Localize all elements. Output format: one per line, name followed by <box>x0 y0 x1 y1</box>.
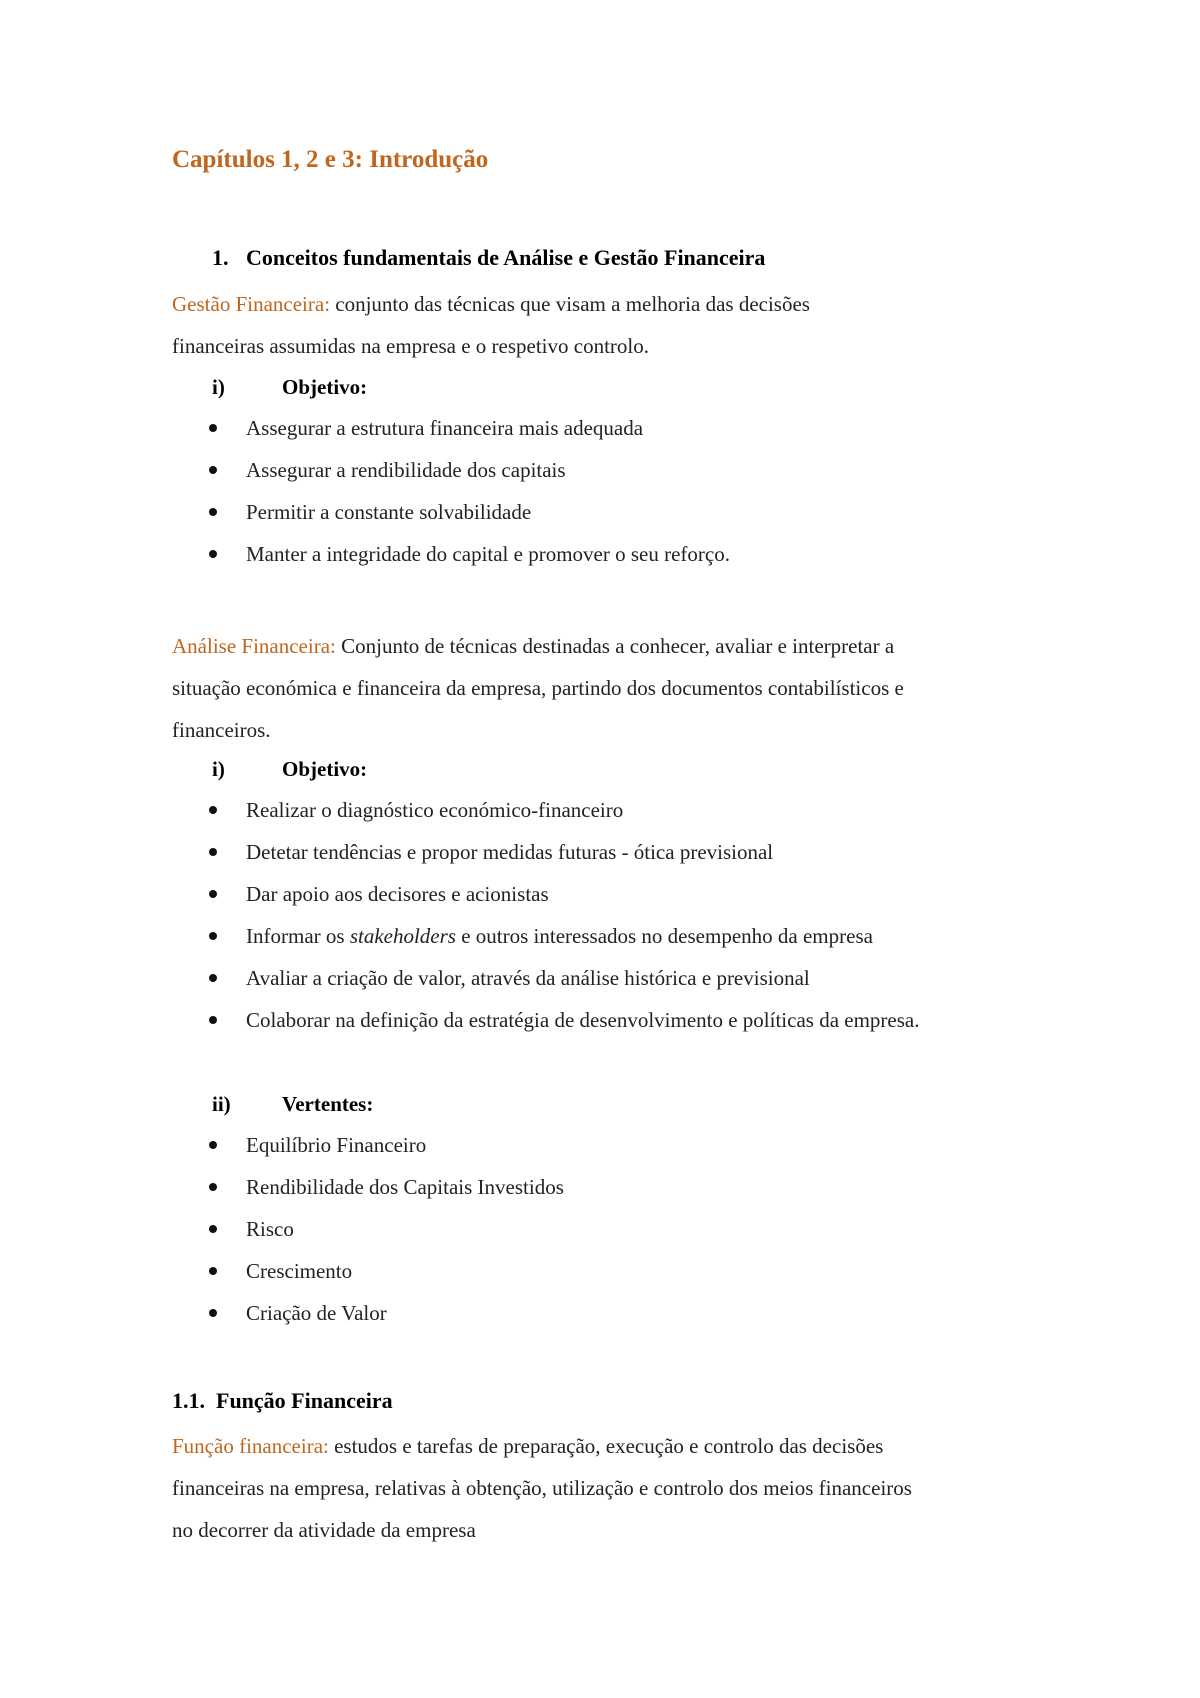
funcao-text-1: estudos e tarefas de preparação, execução e controlo das decisões <box>328 1434 884 1458</box>
analise-objective-label: Objetivo: <box>282 757 368 781</box>
analise-bullet-1: Realizar o diagnóstico económico-financeiro <box>246 798 623 823</box>
gestao-text-1: conjunto das técnicas que visam a melhoria das decisões <box>330 292 810 316</box>
bullet-icon <box>209 1141 217 1149</box>
gestao-bullet-3: Permitir a constante solvabilidade <box>246 500 531 525</box>
analise-paragraph-line-1 <box>172 625 894 667</box>
bullet-icon <box>209 1267 217 1275</box>
analise-paragraph-line-2: situação económica e financeira da empresa, partindo dos documentos contabilísticos e <box>172 676 904 700</box>
gestao-objective-label: Objetivo: <box>282 375 368 399</box>
vertentes-bullet-1: Equilíbrio Financeiro <box>246 1133 426 1158</box>
vertentes-bullet-4: Crescimento <box>246 1259 352 1284</box>
vertentes-marker: ii) <box>212 1092 231 1116</box>
gestao-paragraph-line-2: financeiras assumidas na empresa e o respetivo controlo. <box>172 334 650 358</box>
analise-bullet-5: Avaliar a criação de valor, através da análise histórica e previsional <box>246 966 810 991</box>
stakeholders-emphasis: stakeholders <box>349 924 456 948</box>
bullet-icon <box>209 1016 217 1024</box>
bullet-icon <box>209 890 217 898</box>
section-1-number: 1. <box>212 245 229 270</box>
bullet-icon <box>209 848 217 856</box>
bullet-icon <box>209 508 217 516</box>
gestao-paragraph-line-1 <box>172 283 810 325</box>
section-1-1-heading: Função Financeira <box>216 1388 393 1413</box>
analise-bullet-4: Informar os stakeholders e outros interessados no desempenho da empresa <box>246 924 873 949</box>
bullet-icon <box>209 806 217 814</box>
bullet-icon <box>209 550 217 558</box>
funcao-term: Função financeira: <box>172 1434 329 1458</box>
gestao-bullet-4: Manter a integridade do capital e promover o seu reforço. <box>246 542 730 567</box>
bullet-icon <box>209 1183 217 1191</box>
funcao-paragraph-line-2: financeiras na empresa, relativas à obtenção, utilização e controlo dos meios financeiros <box>172 1476 912 1500</box>
funcao-paragraph-line-1 <box>172 1425 883 1467</box>
analise-term: Análise Financeira: <box>172 634 336 658</box>
analise-bullet-2: Detetar tendências e propor medidas futuras - ótica previsional <box>246 840 773 865</box>
bullet-icon <box>209 1309 217 1317</box>
vertentes-bullet-2: Rendibilidade dos Capitais Investidos <box>246 1175 564 1200</box>
analise-objective-marker: i) <box>212 757 225 781</box>
vertentes-bullet-3: Risco <box>246 1217 294 1242</box>
gestao-objective-marker: i) <box>212 375 225 399</box>
funcao-paragraph-line-3: no decorrer da atividade da empresa <box>172 1518 476 1542</box>
analise-bullet-3: Dar apoio aos decisores e acionistas <box>246 882 549 907</box>
vertentes-bullet-5: Criação de Valor <box>246 1301 387 1326</box>
bullet-icon <box>209 932 217 940</box>
gestao-bullet-2: Assegurar a rendibilidade dos capitais <box>246 458 566 483</box>
vertentes-label: Vertentes: <box>282 1092 374 1116</box>
section-1-1-number: 1.1. <box>172 1388 205 1413</box>
analise-bullet-6: Colaborar na definição da estratégia de desenvolvimento e políticas da empresa. <box>246 1008 920 1033</box>
section-1-heading: Conceitos fundamentais de Análise e Gestão Financeira <box>246 245 766 270</box>
bullet-icon <box>209 974 217 982</box>
bullet-icon <box>209 1225 217 1233</box>
gestao-term: Gestão Financeira: <box>172 292 331 316</box>
analise-text-1: Conjunto de técnicas destinadas a conhecer, avaliar e interpretar a <box>335 634 895 658</box>
bullet-icon <box>209 466 217 474</box>
page-title: Capítulos 1, 2 e 3: Introdução <box>172 146 489 173</box>
analise-paragraph-line-3: financeiros. <box>172 718 271 742</box>
gestao-bullet-1: Assegurar a estrutura financeira mais adequada <box>246 416 643 441</box>
bullet-icon <box>209 424 217 432</box>
